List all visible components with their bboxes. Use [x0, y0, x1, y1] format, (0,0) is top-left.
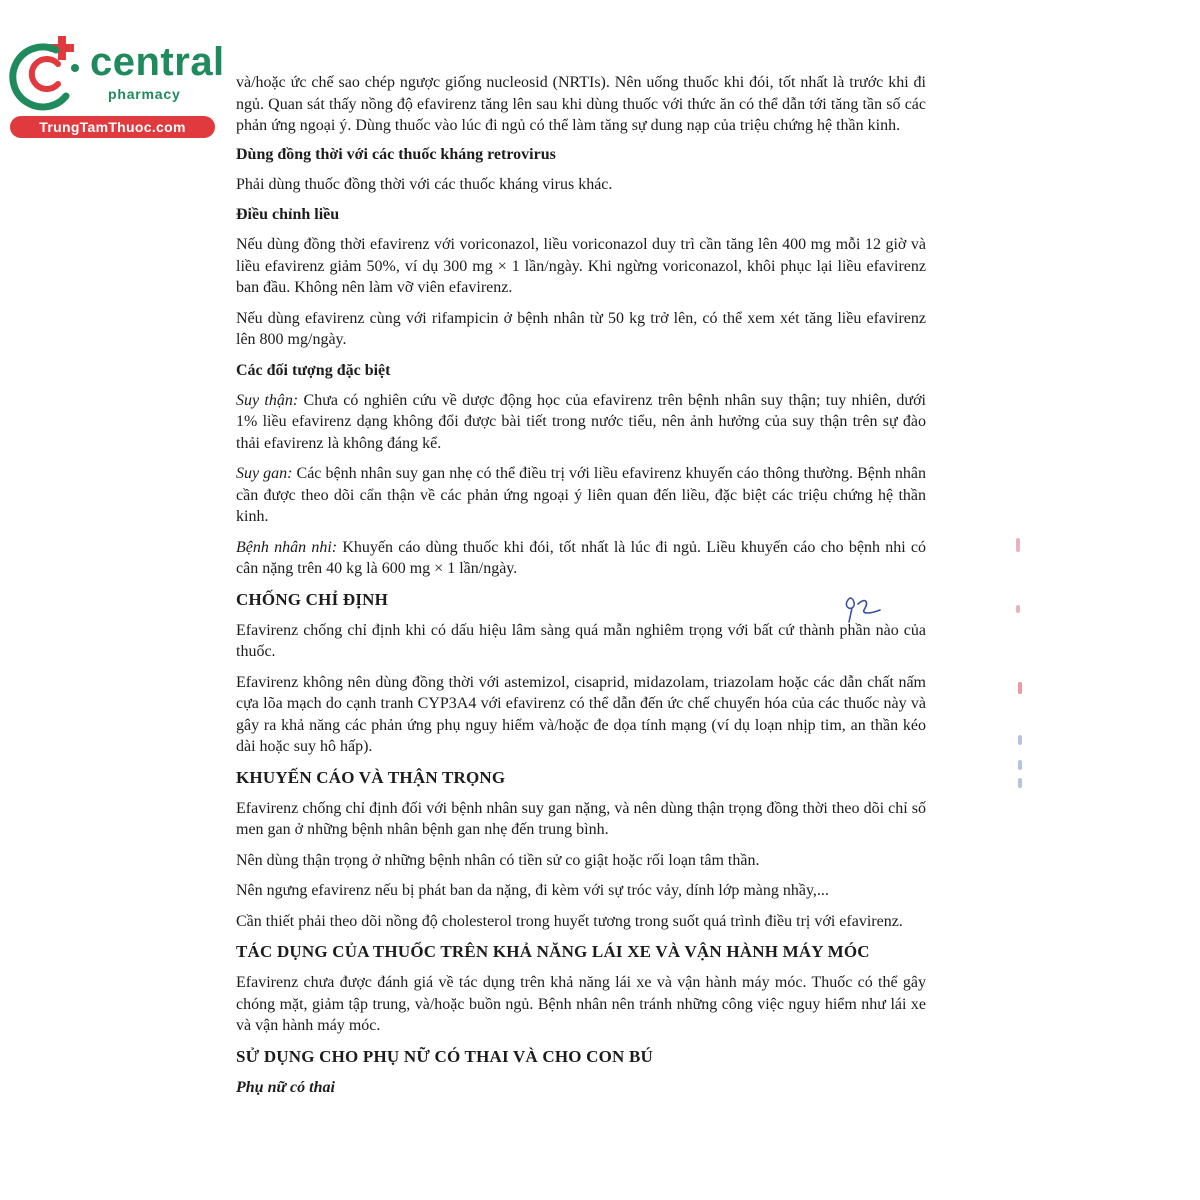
liver-paragraph: [236, 463, 926, 528]
renal-paragraph: [236, 390, 926, 455]
heading-special-groups: Các đối tượng đặc biệt: [236, 361, 391, 379]
contra-paragraph-1: Efavirenz chống chỉ định khi có dấu hiệu lâm sàng quá mẫn nghiêm trọng với bất cứ thành phần nào của thuốc.: [236, 621, 926, 660]
liver-label: Suy gan:: [236, 465, 293, 482]
contra-paragraph-2: Efavirenz không nên dùng đồng thời với astemizol, cisaprid, midazolam, triazolam hoặc các dẫn chất nấm cựa lõa mạch do cạnh tranh CYP3A4 với efavirenz có thể dẫn đến ức chế chuyển hóa của các thuốc này và gây ra khả năng các phản ứng phụ nguy hiểm và/hoặc đe dọa tính mạng (ví dụ loạn nhịp tim, an thần kéo dài hoặc suy hô hấp).: [236, 673, 926, 755]
subheading-pregnant-women: Phụ nữ có thai: [236, 1078, 335, 1096]
logo-site-url[interactable]: TrungTamThuoc.com: [10, 116, 215, 138]
edge-stamp-mark: [1018, 682, 1022, 694]
warn-paragraph-3: Nên ngưng efavirenz nếu bị phát ban da nặng, đi kèm với sự tróc vảy, dính lớp màng nhầy,...: [236, 882, 829, 899]
driving-paragraph: Efavirenz chưa được đánh giá về tác dụng trên khả năng lái xe và vận hành máy móc. Thuốc có thể gây chóng mặt, giảm tập trung, và/hoặc buồn ngủ. Bệnh nhân nên tránh những công việc nguy hiểm như lái xe và vận hành máy móc.: [236, 974, 926, 1034]
document-body: [236, 72, 926, 1098]
retrovirus-paragraph: Phải dùng thuốc đồng thời với các thuốc kháng virus khác.: [236, 175, 613, 193]
pediatric-label: Bệnh nhân nhi:: [236, 538, 338, 556]
pharmacy-logo[interactable]: [8, 34, 225, 138]
warn-paragraph-4: Cần thiết phải theo dõi nồng độ cholesterol trong huyết tương trong suốt quá trình điều trị với efavirenz.: [236, 912, 903, 930]
heading-contraindications: CHỐNG CHỈ ĐỊNH: [236, 589, 389, 609]
pediatric-paragraph: [236, 537, 926, 580]
warn-paragraph-2: Nên dùng thận trọng ở những bệnh nhân có tiền sử co giật hoặc rối loạn tâm thần.: [236, 851, 760, 869]
heading-retrovirus: Dùng đồng thời với các thuốc kháng retrovirus: [236, 145, 556, 163]
pediatric-text: Khuyến cáo dùng thuốc khi đói, tốt nhất là lúc đi ngủ. Liều khuyến cáo cho bệnh nhi có cân nặng trên 40 kg là 600 mg × 1 lần/ngày.: [236, 538, 926, 577]
liver-text: Các bệnh nhân suy gan nhẹ có thể điều trị với liều efavirenz khuyến cáo thông thường. Bệnh nhân cần được theo dõi cẩn thận về các phản ứng ngoại ý liên quan đến liều, đặc biệt các triệu chứng hệ thần kinh.: [236, 465, 926, 525]
handwritten-initials-icon: [840, 590, 884, 624]
heading-pregnancy: SỬ DỤNG CHO PHỤ NỮ CÓ THAI VÀ CHO CON BÚ: [236, 1046, 653, 1066]
warn-paragraph-1: Efavirenz chống chỉ định đối với bệnh nhân suy gan nặng, và nên dùng thận trọng đồng thời theo dõi chỉ số men gan ở những bệnh nhân bệnh gan nhẹ đến trung bình.: [236, 799, 926, 838]
dose-paragraph-1: Nếu dùng đồng thời efavirenz với voriconazol, liều voriconazol duy trì cần tăng lên 400 mg mỗi 12 giờ và liều efavirenz giảm 50%, ví dụ 300 mg × 1 lần/ngày. Khi ngừng voriconazol, khôi phục lại liều efavirenz ban đầu. Không nên làm vỡ viên efavirenz.: [236, 236, 926, 296]
logo-wordmark: central: [90, 40, 225, 84]
edge-stamp-mark: [1018, 760, 1022, 770]
dose-paragraph-2: Nếu dùng efavirenz cùng với rifampicin ở bệnh nhân từ 50 kg trở lên, có thể xem xét tăng liều efavirenz lên 800 mg/ngày.: [236, 309, 926, 348]
edge-stamp-mark: [1018, 778, 1022, 788]
renal-text: Chưa có nghiên cứu về dược động học của efavirenz trên bệnh nhân suy thận; tuy nhiên, dưới 1% liều efavirenz dạng không đổi được bài tiết trong nước tiểu, nên ảnh hưởng của suy thận trên sự đào thải efavirenz là không đáng kể.: [236, 391, 926, 452]
heading-warnings: KHUYẾN CÁO VÀ THẬN TRỌNG: [236, 767, 506, 787]
edge-stamp-mark: [1018, 735, 1022, 745]
heading-dose-adjust: Điều chỉnh liều: [236, 206, 340, 223]
logo-c-cross-icon: [8, 34, 88, 114]
intro-paragraph: và/hoặc ức chế sao chép ngược giống nucleosid (NRTIs). Nên uống thuốc khi đói, tốt nhất là trước khi đi ngủ. Quan sát thấy nồng độ efavirenz tăng lên sau khi dùng thuốc với thức ăn có thể dẫn tới tăng tần số các phản ứng ngoại ý. Dùng thuốc vào lúc đi ngủ có thể làm tăng sự dung nạp của triệu chứng hệ thần kinh.: [236, 74, 926, 134]
heading-driving: TÁC DỤNG CỦA THUỐC TRÊN KHẢ NĂNG LÁI XE VÀ VẬN HÀNH MÁY MÓC: [236, 942, 870, 961]
logo-subtitle: pharmacy: [108, 86, 181, 102]
edge-stamp-mark: [1016, 538, 1020, 552]
edge-stamp-mark: [1016, 605, 1020, 613]
renal-label: Suy thận:: [236, 391, 299, 409]
